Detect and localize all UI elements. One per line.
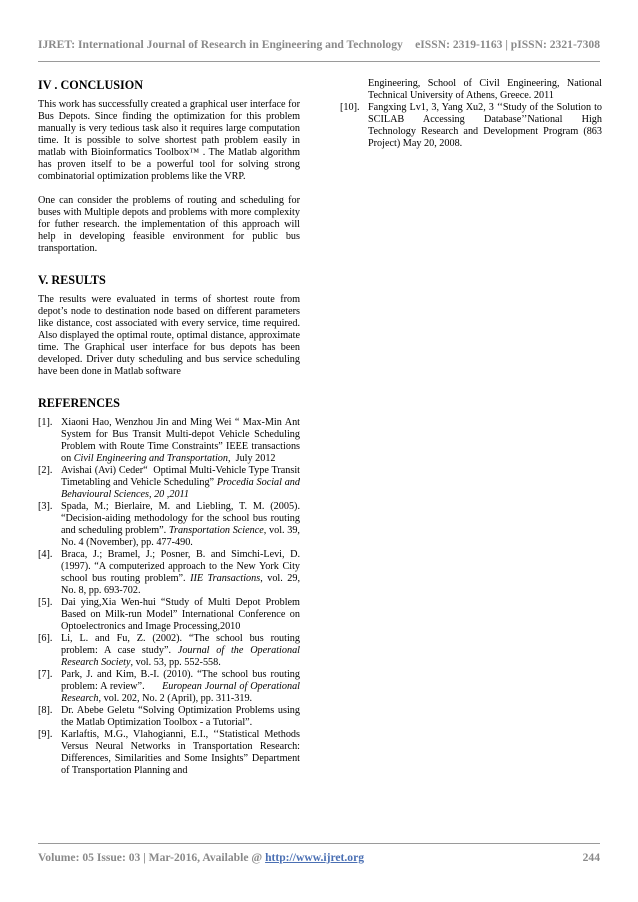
reference-number: [9]. xyxy=(38,729,53,740)
reference-text xyxy=(61,705,303,729)
reference-item-4 xyxy=(38,549,303,597)
reference-text xyxy=(61,417,303,465)
reference-item-6 xyxy=(38,633,303,669)
reference-number: [1]. xyxy=(38,417,53,428)
reference-text xyxy=(61,669,303,705)
reference-item-10 xyxy=(340,102,602,150)
reference-9-continuation: Engineering, School of Civil Engineering, National Technical University of Athens, Greece. 2011 xyxy=(368,78,602,101)
reference-text xyxy=(61,729,303,777)
reference-item-8 xyxy=(38,705,303,729)
reference-text-plain: Braca, J.; Bramel, J.; Posner, B. and Simchi-Levi, D. (1997). “A computerized approach to the New York City school bus routing problem”. xyxy=(61,549,303,584)
left-column xyxy=(38,78,303,777)
reference-item-7 xyxy=(38,669,303,705)
reference-text xyxy=(61,633,303,669)
reference-source-italic: IIE Transactions xyxy=(190,573,261,584)
reference-text-plain: Avishai (Avi) Ceder“ Optimal Multi-Vehicle Type Transit Timetabling and Vehicle Scheduling” xyxy=(61,465,303,488)
conclusion-paragraph-1: This work has successfully created a graphical user interface for Bus Depots. Since finding the optimization for this problem manually is very tedious task also it requires large computation time. It is possible to solve shortest path problem easily in matlab with Bioinformatics Toolbox™ . The Matlab algorithm has proven itself to be a powerful tool for solving strong combinatorial optimization problems like the VRP. xyxy=(38,99,300,182)
results-paragraph: The results were evaluated in terms of shortest route from depot’s node to destination node based on different parameters like distance, cost associated with every service, time required. Also displayed the optimal route, optimal distance, approximate time. The Graphical user interface for bus depots has been developed. Driver duty scheduling and bus service scheduling have been done in Matlab software xyxy=(38,294,300,377)
header-rule xyxy=(38,61,600,62)
reference-number: [10]. xyxy=(340,102,360,113)
reference-number: [5]. xyxy=(38,597,53,608)
page-number: 244 xyxy=(582,851,600,864)
reference-source-italic: Journal of the Operational Research Society xyxy=(61,645,300,668)
reference-text-plain: Karlaftis, M.G., Vlahogianni, E.I., ‘‘Statistical Methods Versus Neural Networks in Transportation Research: Differences, Similarities and Some Insights” Department of Transportation Planning and xyxy=(61,729,303,776)
reference-source-italic: Civil Engineering and Transportation, xyxy=(73,453,231,464)
reference-number: [4]. xyxy=(38,549,53,560)
reference-item-9 xyxy=(38,729,303,777)
reference-text-plain: Dr. Abebe Geletu “Solving Optimization Problems using the Matlab Optimization Toolbox - a Tutorial”. xyxy=(61,705,303,728)
reference-source-italic: European Journal of Operational Research xyxy=(61,681,300,704)
reference-text-plain: Park, J. and Kim, B.-I. (2010). “The school bus routing problem: A review”. xyxy=(61,669,303,692)
reference-list xyxy=(38,417,303,777)
reference-item-1 xyxy=(38,417,303,465)
right-column xyxy=(340,78,602,150)
footer-volume-text: Volume: 05 Issue: 03 | Mar-2016, Available @ xyxy=(38,851,266,864)
journal-link[interactable]: http://www.ijret.org xyxy=(265,851,365,864)
reference-text-suffix: , vol. 39, No. 4 (November), pp. 477-490. xyxy=(61,525,303,548)
reference-number: [2]. xyxy=(38,465,53,476)
reference-text-plain: Spada, M.; Bierlaire, M. and Liebling, T. M. (2005). “Decision-aiding methodology for the school bus routing and scheduling problem”. xyxy=(61,501,303,536)
page-header xyxy=(38,38,600,51)
reference-text: Fangxing Lv1, 3, Yang Xu2, 3 ‘‘Study of the Solution to SCILAB Accessing Database’’National High Technology Research and Development Program (863 Project) May 20, 2008. xyxy=(368,102,602,149)
reference-text-suffix: , vol. 29, No. 8, pp. 693-702. xyxy=(61,573,303,596)
reference-number: [7]. xyxy=(38,669,53,680)
reference-number: [6]. xyxy=(38,633,53,644)
reference-item-3 xyxy=(38,501,303,549)
reference-item-2 xyxy=(38,465,303,501)
reference-text xyxy=(61,501,303,549)
reference-text-suffix: , vol. 202, No. 2 (April), pp. 311-319. xyxy=(98,693,253,704)
conclusion-heading: IV . CONCLUSION xyxy=(38,78,144,92)
footer-rule xyxy=(38,843,600,844)
journal-title: IJRET: International Journal of Research in Engineering and Technology xyxy=(38,38,403,51)
page-footer xyxy=(38,851,600,864)
reference-number: [3]. xyxy=(38,501,53,512)
reference-text-plain: Xiaoni Hao, Wenzhou Jin and Ming Wei “ Max-Min Ant System for Bus Transit Multi-depot Vehicle Scheduling Problem with Route Time Constraints” IEEE transactions on xyxy=(61,417,303,464)
reference-number: [8]. xyxy=(38,705,53,716)
reference-item-5 xyxy=(38,597,303,633)
reference-text xyxy=(61,597,303,633)
results-section xyxy=(38,273,300,378)
conclusion-section xyxy=(38,78,300,255)
conclusion-paragraph-2: One can consider the problems of routing and scheduling for buses with Multiple depots and problems with more complexity for futher research. the implementation of this approach will help in developing feasible environment for public bus transportation. xyxy=(38,195,300,254)
reference-text-plain: Li, L. and Fu, Z. (2002). “The school bus routing problem: A case study”. xyxy=(61,633,303,656)
reference-source-italic: Transportation Science xyxy=(168,525,264,536)
reference-text xyxy=(61,549,303,597)
references-section xyxy=(38,396,303,777)
reference-text-suffix: , vol. 53, pp. 552-558. xyxy=(130,657,221,668)
reference-source-italic: Procedia Social and Behavioural Sciences, 20 ,2011 xyxy=(61,477,300,500)
references-heading: REFERENCES xyxy=(38,396,120,410)
reference-text-suffix: July 2012 xyxy=(230,453,276,464)
issn-info: eISSN: 2319-1163 | pISSN: 2321-7308 xyxy=(415,38,600,51)
results-heading: V. RESULTS xyxy=(38,273,106,287)
reference-text-plain: Dai ying,Xia Wen-hui “Study of Multi Depot Problem Based on Milk-run Model” International Conference on Optoelectronics and Image Processing,2010 xyxy=(61,597,303,632)
reference-text xyxy=(61,465,303,501)
footer-volume-info xyxy=(38,851,364,864)
